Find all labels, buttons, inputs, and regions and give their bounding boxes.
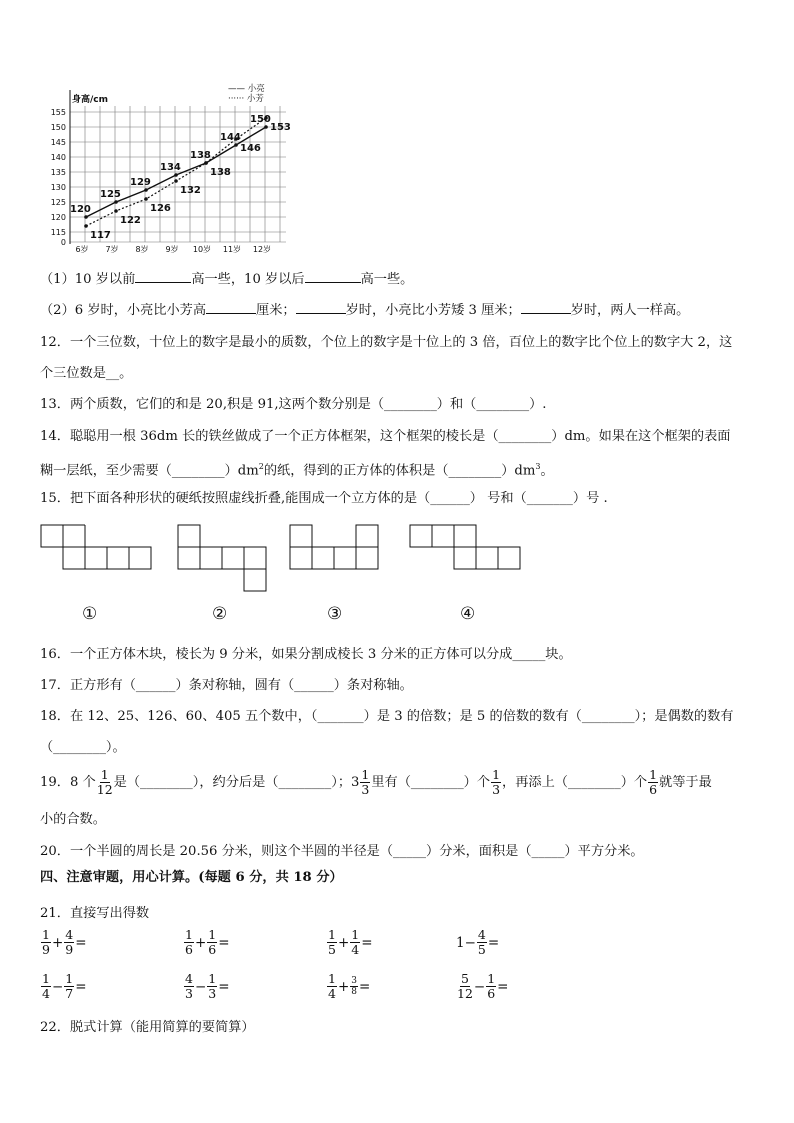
- y-tick-label: 125: [50, 198, 66, 207]
- legend-entry: —— 小亮: [228, 84, 265, 94]
- data-label: 138: [210, 167, 231, 178]
- q15: 15．把下面各种形状的硬纸按照虚线折叠,能围成一个立方体的是（______） 号和（_______）号 .: [40, 491, 608, 506]
- x-tick-label: 10岁: [192, 245, 212, 254]
- data-point: [144, 188, 148, 192]
- legend-entry: ······ 小芳: [228, 94, 264, 104]
- x-tick-label: 9岁: [165, 245, 179, 254]
- data-label: 129: [130, 177, 151, 188]
- calc-item-3: $\frac{1}{5}$ + $\frac{1}{4}$ =: [328, 927, 373, 957]
- net-label-2: ②: [212, 604, 228, 624]
- data-point: [84, 215, 88, 219]
- data-label: 120: [70, 204, 91, 215]
- net-3: [290, 525, 378, 569]
- data-label: 134: [160, 162, 181, 173]
- y-tick-label: 120: [50, 213, 66, 222]
- x-tick-label: 6岁: [75, 245, 89, 254]
- data-point: [114, 209, 118, 213]
- data-label: 150: [250, 114, 271, 125]
- y-tick-label: 155: [50, 108, 66, 117]
- x-tick-label: 12岁: [252, 245, 272, 254]
- y-tick-label: 135: [50, 168, 66, 177]
- q18-line1: 18．在 12、25、126、60、405 五个数中，（_______）是 3 的倍数；是 5 的倍数的数有（________）；是偶数的数有: [40, 709, 734, 724]
- q16: 16．一个正方体木块，棱长为 9 分米，如果分割成棱长 3 分米的正方体可以分成_____块。: [40, 647, 572, 662]
- q12-line2: 个三位数是__。: [40, 366, 133, 381]
- q14-line1: 14．聪聪用一根 36dm 长的铁丝做成了一个正方体框架，这个框架的棱长是（________）dm。如果在这个框架的表面: [40, 429, 731, 444]
- net-1: [41, 525, 151, 569]
- q19-line2: 小的合数。: [40, 812, 106, 827]
- data-label: 153: [270, 122, 291, 133]
- q14-line2: 糊一层纸，至少需要$(\_\_\_\_\_\_\_\_)dm^2$的纸，得到的正方体的体积是$(\_\_\_\_\_\_\_\_)dm^3$。: [40, 462, 554, 479]
- net-label-4: ④: [460, 604, 476, 624]
- height-line-chart: [38, 82, 328, 260]
- y-tick-label: 150: [50, 123, 66, 132]
- q11-part2: （2）6 岁时，小亮比小芳高 厘米； 岁时，小亮比小芳矮 3 厘米； 岁时，两人一样高。: [40, 303, 690, 318]
- y-tick-label: 145: [50, 138, 66, 147]
- q18-line2: （________）。: [40, 740, 126, 755]
- x-tick-label: 7岁: [105, 245, 119, 254]
- calc-item-1: $\frac{1}{9}$ + $\frac{4}{9}$ =: [42, 927, 87, 957]
- q11-part1: （1）10 岁以前 高一些，10 岁以后 高一些。: [40, 272, 414, 287]
- q13: 13．两个质数，它们的和是 20,积是 91,这两个数分别是（________）和（________）.: [40, 397, 547, 412]
- calc-item-8: $\frac{5}{12}$ − $\frac{1}{6}$ =: [457, 971, 509, 1001]
- data-label: 125: [100, 189, 121, 200]
- fraction: $\frac{1}{3}$: [361, 767, 370, 797]
- cube-nets: [40, 524, 540, 596]
- net-2: [178, 525, 266, 591]
- fraction: $\frac{1}{6}$: [649, 767, 658, 797]
- q20: 20．一个半圆的周长是 20.56 分米，则这个半圆的半径是（_____）分米，面积是（_____）平方分米。: [40, 844, 644, 859]
- data-label: 144: [220, 132, 241, 143]
- data-point: [264, 125, 268, 129]
- net-label-1: ①: [82, 604, 98, 624]
- data-point: [234, 143, 238, 147]
- data-label: 122: [120, 215, 141, 226]
- data-label: 146: [240, 143, 261, 154]
- q12-line1: 12．一个三位数，十位上的数字是最小的质数，个位上的数字是十位上的 3 倍，百位上的数字比个位上的数字大 2，这: [40, 335, 733, 350]
- data-point: [114, 200, 118, 204]
- data-label: 138: [190, 150, 211, 161]
- data-label: 117: [90, 230, 111, 241]
- y-tick-label: 130: [50, 183, 66, 192]
- calc-item-4: 1 − $\frac{4}{5}$ =: [456, 927, 500, 957]
- y-tick-label: 0: [60, 238, 66, 247]
- calc-item-6: $\frac{4}{3}$ − $\frac{1}{3}$ =: [185, 971, 230, 1001]
- y-tick-label: 140: [50, 153, 66, 162]
- data-point: [174, 179, 178, 183]
- x-tick-label: 11岁: [222, 245, 242, 254]
- calc-item-7: $\frac{1}{4}$ + $\frac{3}{8}$ =: [328, 971, 371, 1001]
- calc-item-5: $\frac{1}{4}$ − $\frac{1}{7}$ =: [42, 971, 87, 1001]
- y-tick-label: 115: [50, 228, 66, 237]
- fraction: $\frac{1}{12}$: [96, 767, 113, 797]
- data-point: [204, 161, 208, 165]
- y-axis-label: 身高/cm: [72, 95, 109, 105]
- q17: 17．正方形有（______）条对称轴，圆有（______）条对称轴。: [40, 678, 413, 693]
- data-label: 126: [150, 203, 171, 214]
- q22: 22．脱式计算（能用简算的要简算）: [40, 1020, 255, 1035]
- q19-line1: 19．8 个 $\frac{1}{12}$ 是（________），约分后是（________）；3 $\frac{1}{3}$ 里有（________）个 $\frac{1}{3}$ ，再添上（________）个 $\frac{1}{6}$ 就等于最: [40, 767, 712, 797]
- x-tick-label: 8岁: [135, 245, 149, 254]
- q21-title: 21．直接写出得数: [40, 906, 150, 921]
- section-4-heading: 四、注意审题，用心计算。(每题 6 分，共 18 分）: [40, 870, 343, 885]
- data-point: [84, 224, 88, 228]
- net-4: [410, 525, 520, 569]
- fraction: $\frac{1}{3}$: [492, 767, 501, 797]
- calc-item-2: $\frac{1}{6}$ + $\frac{1}{6}$ =: [185, 927, 230, 957]
- data-label: 132: [180, 185, 201, 196]
- data-point: [144, 197, 148, 201]
- net-label-3: ③: [327, 604, 343, 624]
- data-point: [174, 173, 178, 177]
